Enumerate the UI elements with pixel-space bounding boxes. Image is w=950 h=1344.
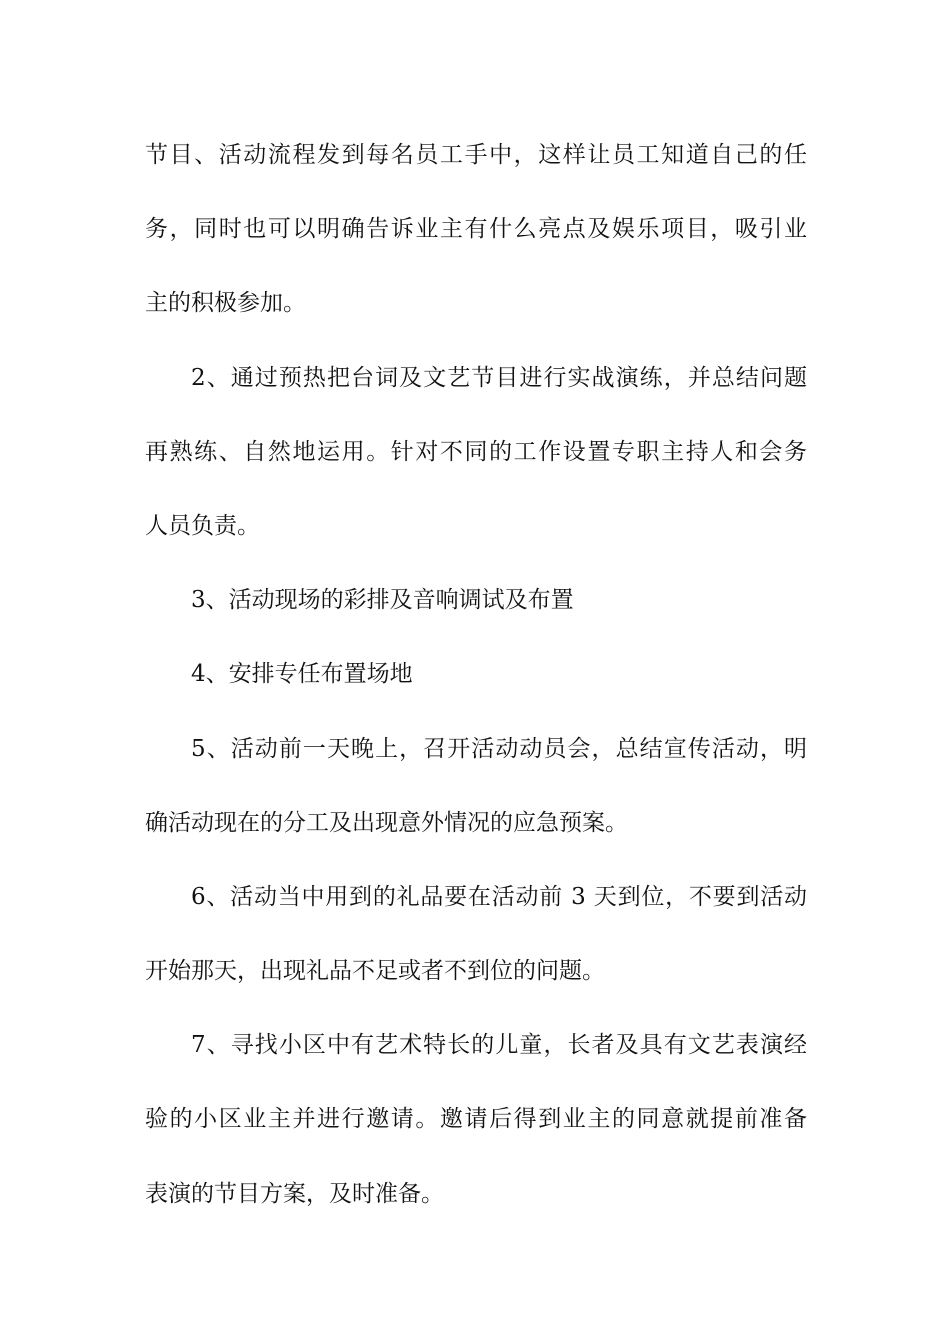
- text-line: 主的积极参加。: [145, 290, 306, 317]
- document-body: [145, 118, 807, 1231]
- text-line: 表演的节目方案，及时准备。: [145, 1180, 444, 1207]
- text-line: 5、活动前一天晚上，召开活动动员会，总结宣传活动，明: [191, 735, 807, 762]
- text-line: 2、通过预热把台词及文艺节目进行实战演练，并总结问题: [191, 364, 807, 391]
- text-line: 开始那天，出现礼品不足或者不到位的问题。: [145, 958, 605, 985]
- text-line: 节目、活动流程发到每名员工手中，这样让员工知道自己的任: [145, 142, 807, 168]
- text-line: 6、活动当中用到的礼品要在活动前 3 天到位，不要到活动: [191, 883, 807, 910]
- text-line: 务，同时也可以明确告诉业主有什么亮点及娱乐项目，吸引业: [145, 216, 807, 243]
- text-line: 人员负责。: [145, 512, 260, 539]
- text-line: 再熟练、自然地运用。针对不同的工作设置专职主持人和会务: [145, 438, 807, 465]
- text-line: 确活动现在的分工及出现意外情况的应急预案。: [145, 809, 628, 836]
- text-line: 7、寻找小区中有艺术特长的儿童，长者及具有文艺表演经: [191, 1032, 807, 1059]
- text-line: 验的小区业主并进行邀请。邀请后得到业主的同意就提前准备: [145, 1106, 807, 1133]
- text-line: 4、安排专任布置场地: [191, 661, 413, 688]
- text-line: 3、活动现场的彩排及音响调试及布置: [191, 587, 574, 614]
